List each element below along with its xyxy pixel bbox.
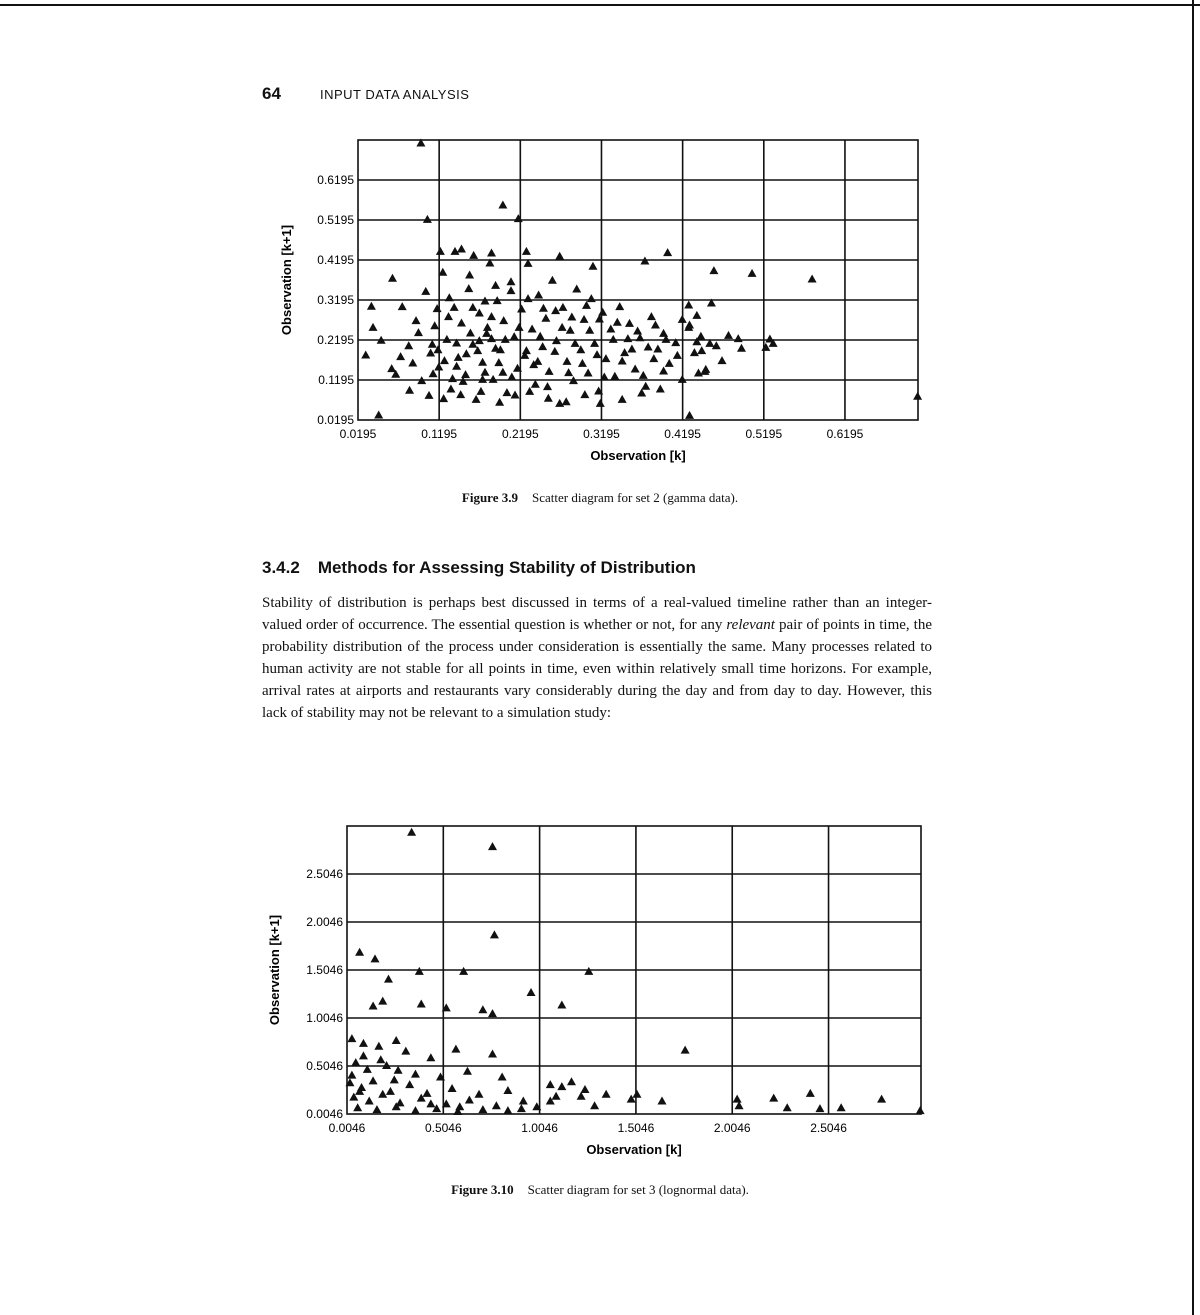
figure-3-10-label: Figure 3.10 bbox=[451, 1182, 514, 1197]
fig310-x-tick-label: 0.0046 bbox=[328, 1121, 366, 1135]
fig39-y-tick-label: 0.4195 bbox=[317, 253, 354, 267]
fig310-data-point bbox=[503, 1106, 512, 1114]
fig310-data-point bbox=[463, 1067, 472, 1075]
fig310-data-point bbox=[580, 1085, 589, 1093]
fig310-data-point bbox=[602, 1090, 611, 1098]
figure-3-10-caption-text: Scatter diagram for set 3 (lognormal data). bbox=[527, 1182, 749, 1197]
fig310-data-point bbox=[837, 1103, 846, 1111]
fig310-data-point bbox=[353, 1103, 362, 1111]
paragraph-emphasis: relevant bbox=[726, 617, 775, 633]
fig310-data-point bbox=[359, 1039, 368, 1047]
fig310-data-point bbox=[351, 1058, 360, 1066]
fig310-data-point bbox=[783, 1103, 792, 1111]
fig310-data-point bbox=[426, 1053, 435, 1061]
fig310-data-point bbox=[365, 1097, 374, 1105]
figure-3-10-caption bbox=[0, 1182, 1200, 1198]
fig310-y-axis-label: Observation [k+1] bbox=[267, 914, 282, 1026]
fig39-x-tick-label: 0.5195 bbox=[745, 427, 783, 441]
fig310-x-tick-label: 1.0046 bbox=[521, 1121, 558, 1135]
fig310-data-point bbox=[386, 1087, 395, 1095]
fig310-data-point bbox=[347, 1071, 356, 1079]
fig310-data-point bbox=[498, 1073, 507, 1081]
fig310-data-point bbox=[394, 1066, 403, 1074]
fig310-data-point bbox=[405, 1080, 414, 1088]
fig310-data-point bbox=[517, 1104, 526, 1112]
fig310-data-point bbox=[488, 842, 497, 850]
fig310-data-point bbox=[372, 1105, 381, 1113]
fig310-data-point bbox=[417, 1000, 426, 1008]
paragraph-text-1: Stability of distribution is perhaps best discussed in terms of a real-valued timeline rather than an integer-valued order of occurrence. The essential question is whether or not, for any bbox=[262, 595, 932, 633]
fig39-y-axis-label: Observation [k+1] bbox=[279, 224, 294, 336]
fig310-data-point bbox=[877, 1095, 886, 1103]
fig39-y-tick-label: 0.0195 bbox=[317, 413, 354, 427]
figure-3-9-label: Figure 3.9 bbox=[461, 490, 518, 505]
fig310-data-point bbox=[557, 1001, 566, 1009]
section-title: Methods for Assessing Stability of Distribution bbox=[317, 558, 696, 577]
fig310-data-point bbox=[681, 1046, 690, 1054]
fig310-x-tick-label: 0.5046 bbox=[424, 1121, 462, 1135]
fig310-y-tick-label: 1.0046 bbox=[306, 1011, 343, 1025]
fig39-x-tick-label: 0.2195 bbox=[501, 427, 539, 441]
fig310-data-point bbox=[488, 1049, 497, 1057]
fig310-data-point bbox=[567, 1077, 576, 1085]
fig310-data-point bbox=[411, 1106, 420, 1114]
fig310-data-point bbox=[733, 1095, 742, 1103]
fig310-data-point bbox=[401, 1047, 410, 1055]
fig39-y-tick-label: 0.3195 bbox=[317, 293, 354, 307]
fig39-x-tick-label: 0.4195 bbox=[664, 427, 701, 441]
fig310-data-point bbox=[806, 1089, 815, 1097]
fig310-data-point bbox=[455, 1102, 464, 1110]
fig310-data-point bbox=[390, 1075, 399, 1083]
fig310-data-point bbox=[590, 1101, 599, 1109]
fig39-x-axis-label: Observation [k] bbox=[590, 448, 686, 463]
fig310-data-point bbox=[916, 1106, 925, 1114]
fig39-x-tick-label: 0.1195 bbox=[421, 427, 458, 441]
fig310-data-point bbox=[632, 1090, 641, 1098]
fig310-data-point bbox=[658, 1097, 667, 1105]
fig39-y-tick-label: 0.1195 bbox=[318, 373, 354, 387]
fig310-x-tick-label: 2.5046 bbox=[810, 1121, 847, 1135]
fig310-data-point bbox=[475, 1090, 484, 1098]
fig310-y-tick-label: 1.5046 bbox=[306, 963, 343, 977]
fig310-data-point bbox=[459, 967, 468, 975]
fig39-y-tick-label: 0.6195 bbox=[317, 173, 354, 187]
paragraph-text-2: pair of points in time, the probability distribution of the process under consideration is essentially the same. Many processes related to human activity are not stable for all points in time, even within relatively small time horizons. For example, arrival rates at airports and restaurants vary considerably during the day and from day to day. However, this lack of stability may not be relevant to a simulation study: bbox=[262, 617, 933, 721]
fig310-data-point bbox=[503, 1086, 512, 1094]
fig310-data-point bbox=[378, 1090, 387, 1098]
fig310-data-point bbox=[426, 1099, 435, 1107]
fig310-y-tick-label: 2.5046 bbox=[306, 867, 343, 881]
figure-3-9-caption-text: Scatter diagram for set 2 (gamma data). bbox=[531, 490, 739, 505]
fig310-data-point bbox=[415, 967, 424, 975]
fig310-data-point bbox=[488, 1009, 497, 1017]
fig310-x-axis-label: Observation [k] bbox=[586, 1142, 682, 1157]
fig310-data-point bbox=[815, 1104, 824, 1112]
fig310-data-point bbox=[407, 828, 416, 836]
fig310-data-point bbox=[552, 1092, 561, 1100]
fig310-data-point bbox=[527, 988, 536, 996]
fig310-data-point bbox=[347, 1034, 356, 1042]
fig310-data-point bbox=[378, 997, 387, 1005]
running-head: INPUT DATA ANALYSIS bbox=[320, 87, 470, 102]
fig310-data-point bbox=[376, 1055, 385, 1063]
fig310-data-point bbox=[374, 1042, 383, 1050]
fig310-y-tick-label: 2.0046 bbox=[306, 915, 343, 929]
fig310-data-point bbox=[465, 1096, 474, 1104]
fig310-data-point bbox=[492, 1101, 501, 1109]
fig310-data-point bbox=[478, 1105, 487, 1113]
fig310-data-point bbox=[359, 1051, 368, 1059]
fig310-data-point bbox=[557, 1082, 566, 1090]
fig310-data-point bbox=[369, 1076, 378, 1084]
fig310-y-tick-label: 0.0046 bbox=[306, 1107, 343, 1121]
fig39-x-tick-label: 0.3195 bbox=[583, 427, 620, 441]
fig310-x-tick-label: 2.0046 bbox=[713, 1121, 751, 1135]
fig310-data-point bbox=[478, 1005, 487, 1013]
fig310-data-point bbox=[451, 1045, 460, 1053]
fig310-x-tick-label: 1.5046 bbox=[617, 1121, 655, 1135]
fig310-data-point bbox=[355, 948, 364, 956]
fig310-y-tick-label: 0.5046 bbox=[306, 1059, 343, 1073]
fig310-data-point bbox=[490, 930, 499, 938]
fig39-x-tick-label: 0.6195 bbox=[826, 427, 864, 441]
fig39-y-tick-label: 0.2195 bbox=[317, 333, 354, 347]
fig310-data-point bbox=[369, 1001, 378, 1009]
fig39-x-tick-label: 0.0195 bbox=[339, 427, 377, 441]
fig310-data-point bbox=[371, 954, 380, 962]
page-number: 64 bbox=[262, 84, 281, 103]
fig310-data-point bbox=[384, 975, 393, 983]
section-number: 3.4.2 bbox=[262, 558, 300, 577]
fig310-data-point bbox=[392, 1036, 401, 1044]
fig310-data-point bbox=[423, 1089, 432, 1097]
fig310-data-point bbox=[519, 1097, 528, 1105]
fig310-data-point bbox=[448, 1084, 457, 1092]
fig310-data-point bbox=[769, 1094, 778, 1102]
fig310-data-point bbox=[584, 967, 593, 975]
fig310-data-point bbox=[546, 1080, 555, 1088]
fig39-y-tick-label: 0.5195 bbox=[317, 213, 354, 227]
fig310-data-point bbox=[411, 1070, 420, 1078]
